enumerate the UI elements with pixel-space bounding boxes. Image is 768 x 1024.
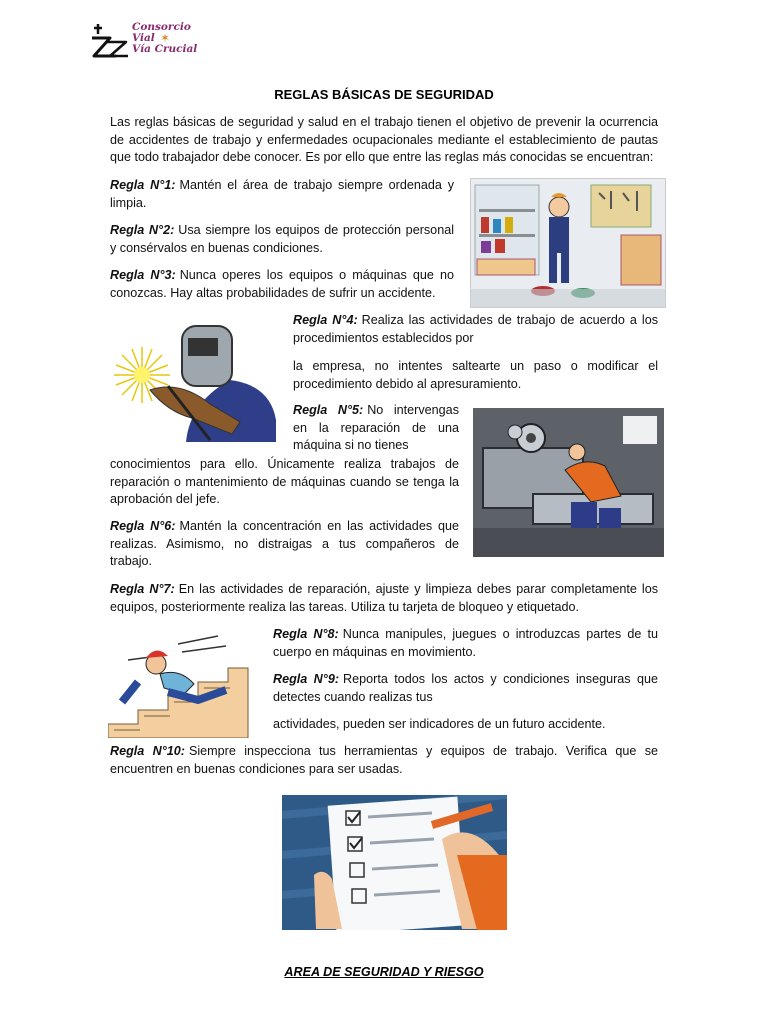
rule-1-label: Regla N°1: bbox=[110, 178, 176, 192]
rule-10-label: Regla N°10: bbox=[110, 744, 185, 758]
rule-1 bbox=[110, 177, 454, 212]
logo-line-3: Vía Crucial bbox=[132, 43, 198, 55]
rule-9 bbox=[273, 671, 658, 706]
rule-5-continuation: conocimientos para ello. Únicamente realiza trabajos de reparación o mantenimiento de máquinas cuando se tenga la aprobación del jefe. bbox=[110, 457, 459, 507]
rule-10 bbox=[110, 743, 658, 778]
rule-4 bbox=[293, 312, 658, 347]
rule-8-label: Regla N°8: bbox=[273, 627, 339, 641]
rule-7-label: Regla N°7: bbox=[110, 582, 175, 596]
star-icon: ✶ bbox=[160, 31, 171, 45]
stairs-fall-illustration bbox=[108, 630, 260, 738]
rule-7 bbox=[110, 581, 658, 616]
rule-6 bbox=[110, 518, 459, 571]
rule-5-text: No intervengas en la reparación de una máquina si no tienes bbox=[293, 403, 459, 453]
rule-7-text: En las actividades de reparación, ajuste y limpieza debes parar completamente los equipos, posteriormente realiza las tareas. Utiliza tu tarjeta de bloqueo y etiquetado. bbox=[110, 582, 658, 614]
rule-2 bbox=[110, 222, 454, 257]
logo-line-1: Consorcio bbox=[132, 21, 191, 33]
rule-10-text: Siempre inspecciona tus herramientas y equipos de trabajo. Verifica que se encuentren en buenas condiciones para ser usadas. bbox=[110, 744, 658, 776]
intro-paragraph: Las reglas básicas de seguridad y salud en el trabajo tienen el objetivo de prevenir la ocurrencia de accidentes de trabajo y enfermedades ocupacionales mediante el establecimiento de pautas que todo trabajador debe conocer. Es por ello que entre las reglas más conocidas se encuentran: bbox=[110, 115, 658, 165]
rule-4-text: Realiza las actividades de trabajo de acuerdo a los procedimientos establecidos por bbox=[293, 313, 658, 345]
company-logo bbox=[88, 20, 198, 64]
rule-6-label: Regla N°6: bbox=[110, 519, 176, 533]
logo-mark-icon bbox=[88, 20, 132, 62]
rule-2-text: Usa siempre los equipos de protección personal y consérvalos en buenas condiciones. bbox=[110, 223, 454, 255]
rule-2-label: Regla N°2: bbox=[110, 223, 175, 237]
rule-9-label: Regla N°9: bbox=[273, 672, 340, 686]
rule-4-continuation: la empresa, no intentes saltearte un paso o modificar el procedimiento debido al apresuramiento. bbox=[293, 359, 658, 391]
rule-9-continuation: actividades, pueden ser indicadores de un futuro accidente. bbox=[273, 717, 606, 731]
workshop-illustration bbox=[470, 178, 666, 308]
rule-8 bbox=[273, 626, 658, 661]
machine-repair-illustration bbox=[473, 408, 664, 557]
rule-8-text: Nunca manipules, juegues o introduzcas partes de tu cuerpo en máquinas en movimiento. bbox=[273, 627, 659, 659]
checklist-illustration bbox=[282, 795, 507, 930]
rule-5-label: Regla N°5: bbox=[293, 403, 364, 417]
rule-3-text: Nunca operes los equipos o máquinas que no conozcas. Hay altas probabilidades de sufrir un accidente. bbox=[110, 268, 454, 300]
rule-3 bbox=[110, 267, 454, 302]
rule-3-label: Regla N°3: bbox=[110, 268, 176, 282]
rule-4-label: Regla N°4: bbox=[293, 313, 358, 327]
footer-title: AREA DE SEGURIDAD Y RIESGO bbox=[284, 965, 484, 979]
rule-1-text: Mantén el área de trabajo siempre ordenada y limpia. bbox=[110, 178, 454, 210]
welder-illustration bbox=[110, 320, 278, 442]
rule-5 bbox=[293, 402, 459, 455]
rule-6-text: Mantén la concentración en las actividades que realizas. Asimismo, no distraigas a tus compañeros de trabajo. bbox=[110, 519, 459, 569]
page-title: REGLAS BÁSICAS DE SEGURIDAD bbox=[274, 87, 494, 102]
logo-line-2: Vial bbox=[132, 32, 155, 44]
rule-9-text: Reporta todos los actos y condiciones inseguras que detectes cuando realizas tus bbox=[273, 672, 658, 704]
